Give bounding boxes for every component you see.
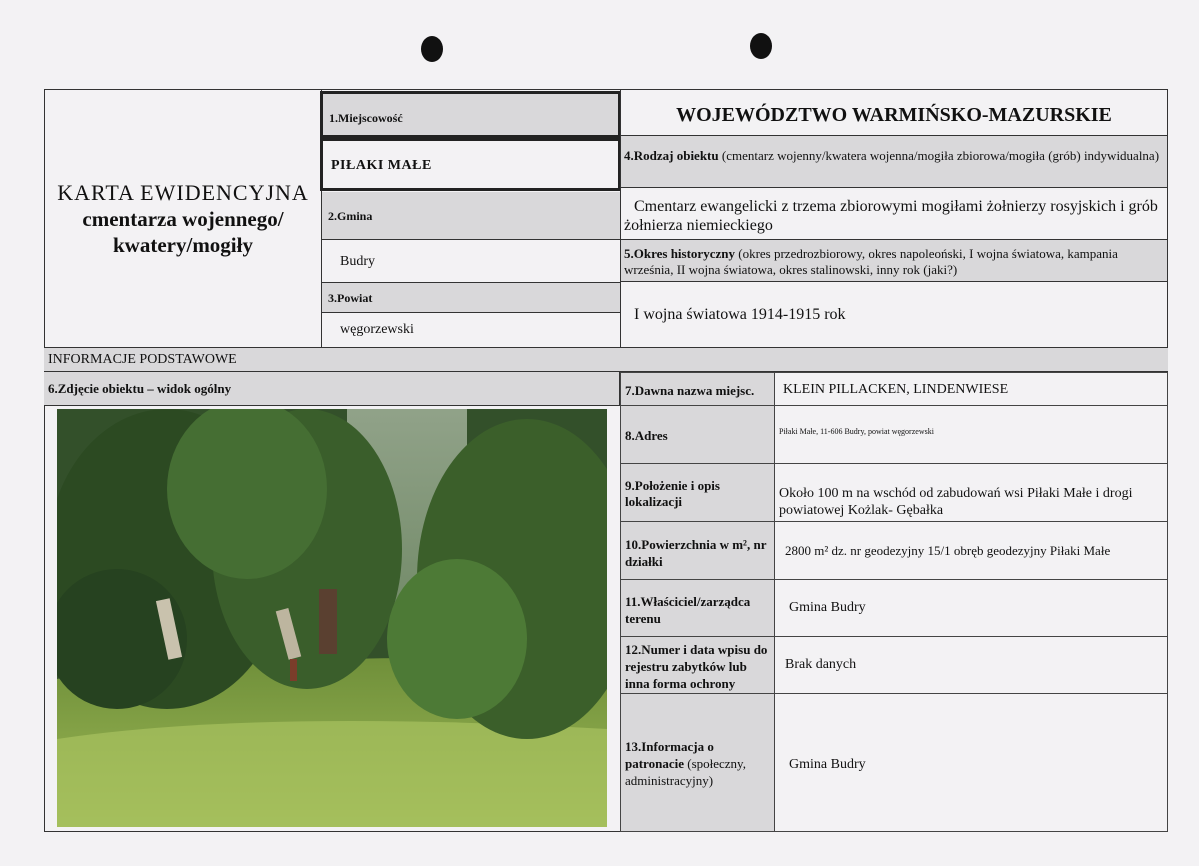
card-title-line3: kwatery/mogiły <box>113 233 253 257</box>
field-6-label <box>44 372 620 406</box>
object-photo <box>57 409 607 827</box>
punch-hole-left <box>421 36 443 62</box>
field-5-label <box>621 240 1167 282</box>
card-title <box>44 180 322 258</box>
field-3-label-text: 3.Powiat <box>328 291 373 305</box>
field-3-value <box>322 313 620 347</box>
field-9-value <box>774 463 1168 522</box>
field-10-value-text: 2800 m² dz. nr geodezyjny 15/1 obręb geodezyjny Piłaki Małe <box>785 543 1111 558</box>
field-10-label <box>620 521 775 580</box>
punch-hole-right <box>750 33 772 59</box>
field-4-hint: (cmentarz wojenny/kwatera wojenna/mogiła zbiorowa/mogiła (grób) indywidualna) <box>721 148 1160 163</box>
field-10-value <box>774 521 1168 580</box>
field-4-label <box>621 136 1167 188</box>
field-7-label <box>620 372 775 406</box>
field-5-hint: (okres przedrozbiorowy, okres napoleoński, I wojna światowa, kampania września, II wojna światowa, okres stalinowski, inny rok (jaki?) <box>624 246 1118 277</box>
field-8-value <box>774 405 1168 464</box>
field-1-label <box>320 91 621 138</box>
field-5-value <box>621 282 1167 347</box>
card-title-line2: cmentarza wojennego/ <box>82 207 284 231</box>
field-9-label <box>620 463 775 522</box>
section-title: INFORMACJE PODSTAWOWE <box>48 352 237 367</box>
field-12-value <box>774 636 1168 694</box>
field-13-value <box>774 693 1168 832</box>
field-5-label-text: 5.Okres historyczny <box>624 246 735 261</box>
field-12-label <box>620 636 775 694</box>
field-3-value-text: węgorzewski <box>340 322 414 337</box>
field-1-value-text: PIŁAKI MAŁE <box>331 158 432 173</box>
field-2-label-text: 2.Gmina <box>328 209 373 223</box>
field-11-label-text: 11.Właściciel/zarządca terenu <box>625 594 751 626</box>
field-4-value-text: Cmentarz ewangelicki z trzema zbiorowymi mogiłami żołnierzy rosyjskich i grób żołnierza niemieckiego <box>624 198 1158 234</box>
field-9-value-text: Około 100 m na wschód od zabudowań wsi Piłaki Małe i drogi powiatowej Kożlak- Gębałka <box>779 486 1133 518</box>
field-3-label <box>322 283 620 313</box>
field-6-label-text: 6.Zdjęcie obiektu – widok ogólny <box>48 381 232 396</box>
field-8-label-text: 8.Adres <box>625 428 668 443</box>
field-2-value <box>322 240 620 283</box>
field-8-value-text: Piłaki Małe, 11-606 Budry, powiat węgorzewski <box>779 427 934 436</box>
field-1-label-text: 1.Miejscowość <box>329 111 403 125</box>
field-13-label <box>620 693 775 832</box>
cemetery-photo-illustration <box>57 409 607 827</box>
field-10-label-text: 10.Powierzchnia w m², nr działki <box>625 537 767 569</box>
field-5-value-text: I wojna światowa 1914-1915 rok <box>634 306 846 323</box>
voivodeship-header <box>621 90 1167 136</box>
field-13-label-rest: (społeczny, administracyjny) <box>625 756 746 788</box>
voivodeship-text: WOJEWÓDZTWO WARMIŃSKO-MAZURSKIE <box>676 104 1112 126</box>
field-7-value <box>774 372 1168 406</box>
field-11-label <box>620 579 775 637</box>
card-title-line1: KARTA EWIDENCYJNA <box>57 180 309 205</box>
section-bar <box>44 347 1168 372</box>
field-4-label-text: 4.Rodzaj obiektu <box>624 148 719 163</box>
field-8-label <box>620 405 775 464</box>
field-13-value-text: Gmina Budry <box>789 757 866 772</box>
field-2-label <box>322 192 620 240</box>
field-11-value <box>774 579 1168 637</box>
field-1-value <box>320 138 621 191</box>
field-9-label-text: 9.Położenie i opis lokalizacji <box>625 478 720 509</box>
field-4-value <box>621 188 1167 240</box>
field-2-value-text: Budry <box>340 254 375 269</box>
field-12-value-text: Brak danych <box>785 657 857 672</box>
field-11-value-text: Gmina Budry <box>789 600 866 615</box>
field-7-value-text: KLEIN PILLACKEN, LINDENWIESE <box>783 382 1009 397</box>
field-7-label-text: 7.Dawna nazwa miejsc. <box>625 383 755 398</box>
field-13-label-text: 13.Informacja o patronacie <box>625 739 714 771</box>
field-12-label-text: 12.Numer i data wpisu do rejestru zabytków lub inna forma ochrony <box>625 642 768 691</box>
